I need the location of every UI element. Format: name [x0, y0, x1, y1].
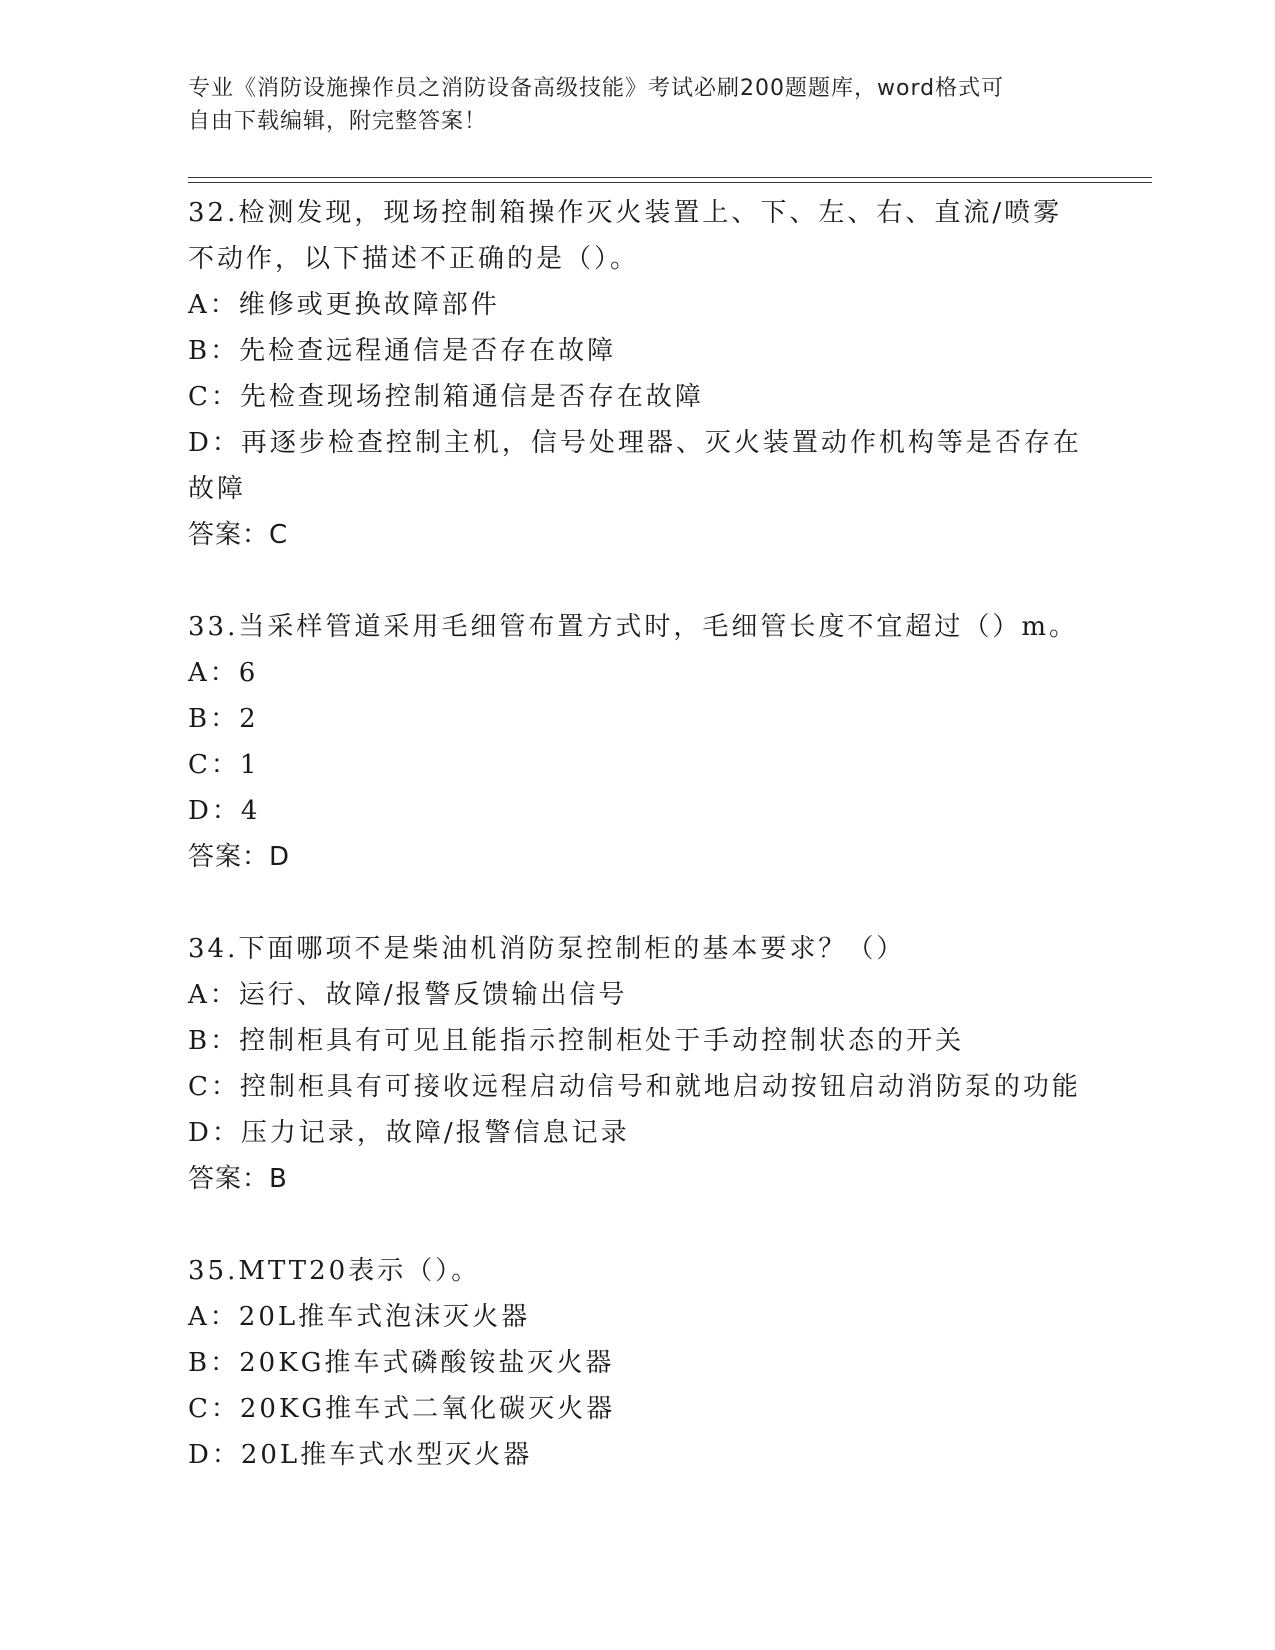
- question-block: [188, 1248, 1088, 1478]
- answer-key: 答案：D: [188, 842, 291, 872]
- answer-option: C：20KG推车式二氧化碳灭火器: [188, 1394, 616, 1424]
- answer-option: A：维修或更换故障部件: [188, 290, 500, 320]
- question-list: [188, 190, 1088, 1524]
- answer-option: B：先检查远程通信是否存在故障: [188, 336, 617, 366]
- document-header: [188, 72, 1088, 138]
- answer-option: D：再逐步检查控制主机，信号处理器、灭火装置动作机构等是否存在: [188, 428, 1082, 458]
- header-divider-top: [188, 177, 1152, 178]
- answer-option: 故障: [188, 474, 247, 504]
- answer-option: C：先检查现场控制箱通信是否存在故障: [188, 382, 704, 412]
- answer-option: A：20L推车式泡沫灭火器: [188, 1302, 531, 1332]
- question-stem: 32.检测发现，现场控制箱操作灭火装置上、下、左、右、直流/喷雾: [188, 198, 1063, 228]
- answer-option: D：4: [188, 796, 261, 826]
- question-block: [188, 604, 1088, 880]
- answer-option: B：2: [188, 704, 259, 734]
- answer-option: A：6: [188, 658, 259, 688]
- question-stem: 35.MTT20表示（）。: [188, 1256, 481, 1286]
- answer-option: D：压力记录，故障/报警信息记录: [188, 1118, 630, 1148]
- answer-option: B：20KG推车式磷酸铵盐灭火器: [188, 1348, 615, 1378]
- question-block: [188, 926, 1088, 1202]
- answer-option: C：控制柜具有可接收远程启动信号和就地启动按钮启动消防泵的功能: [188, 1072, 1081, 1102]
- answer-option: D：20L推车式水型灭火器: [188, 1440, 533, 1470]
- answer-key: 答案：B: [188, 1164, 288, 1194]
- header-divider-bottom: [188, 182, 1152, 183]
- answer-option: A：运行、故障/报警反馈输出信号: [188, 980, 628, 1010]
- answer-option: C：1: [188, 750, 260, 780]
- header-line-1: 专业《消防设施操作员之消防设备高级技能》考试必刷200题题库，word格式可: [188, 76, 1005, 101]
- header-line-2: 自由下载编辑，附完整答案！: [188, 109, 488, 134]
- answer-key: 答案：C: [188, 520, 289, 550]
- question-stem: 34.下面哪项不是柴油机消防泵控制柜的基本要求？（）: [188, 934, 906, 964]
- answer-option: B：控制柜具有可见且能指示控制柜处于手动控制状态的开关: [188, 1026, 965, 1056]
- question-stem: 33.当采样管道采用毛细管布置方式时，毛细管长度不宜超过（）m。: [188, 612, 1079, 642]
- question-stem: 不动作，以下描述不正确的是（）。: [188, 244, 640, 274]
- question-block: [188, 190, 1088, 558]
